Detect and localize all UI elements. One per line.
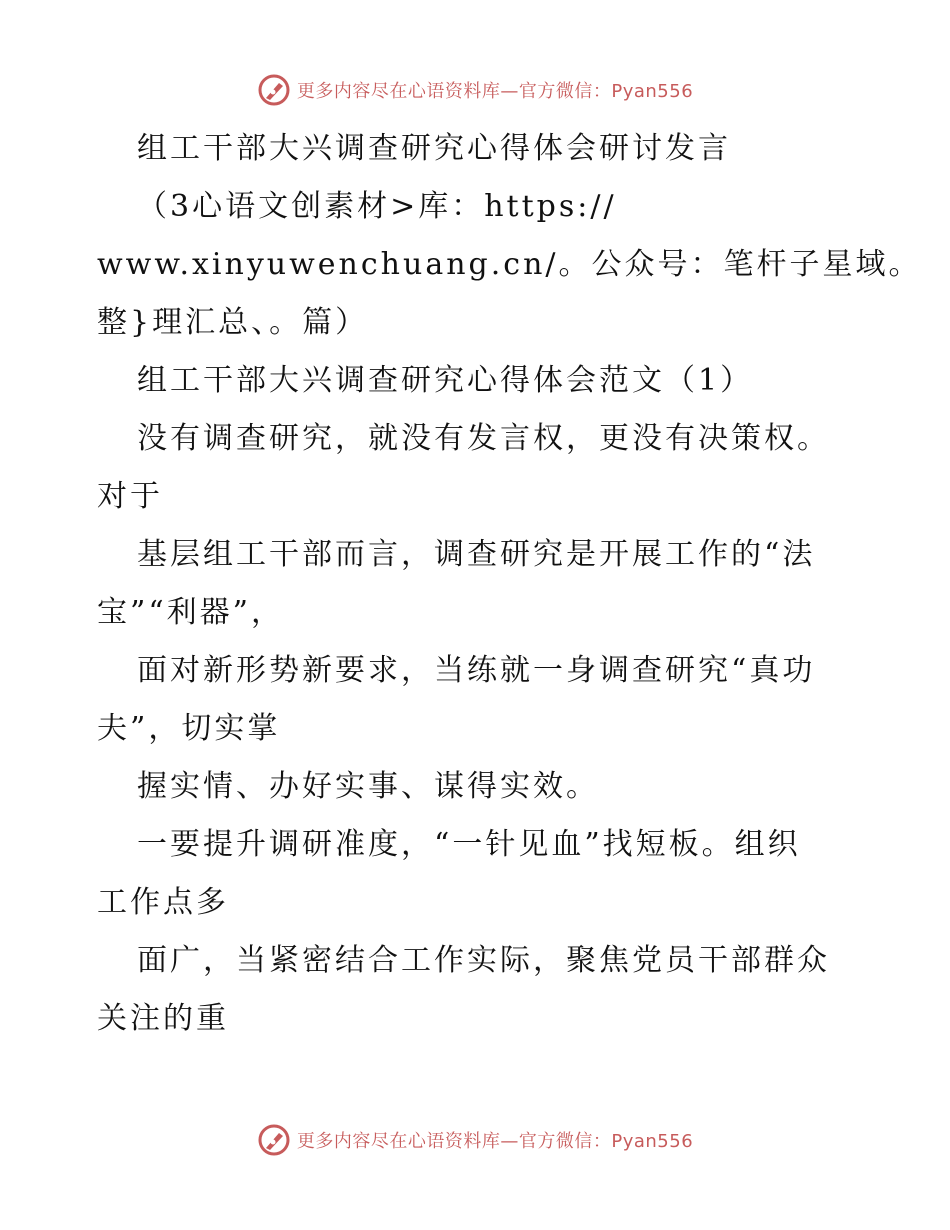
- text-line: 宝”“利器”，: [97, 595, 285, 630]
- text-line: （3心语文创素材>库：https://: [137, 189, 617, 224]
- text-line: 握实情、办好实事、谋得实效。: [137, 769, 599, 804]
- text-line: 基层组工干部而言，调查研究是开展工作的“法: [137, 537, 816, 572]
- text-line: 没有调查研究，就没有发言权，更没有决策权。: [137, 421, 830, 456]
- pen-logo-icon: [257, 1123, 291, 1157]
- text-line: 关注的重: [97, 1001, 229, 1036]
- footer-banner: [0, 1120, 950, 1160]
- text-line: 面广，当紧密结合工作实际，聚焦党员干部群众: [137, 943, 830, 978]
- text-line: 一要提升调研准度，“一针见血”找短板。组织: [137, 827, 801, 862]
- text-line: www.xinyuwenchuang.cn/。公众号：笔杆子星域。: [97, 247, 922, 282]
- text-line: 面对新形势新要求，当练就一身调查研究“真功: [137, 653, 816, 688]
- document-body: [97, 120, 922, 1048]
- doc-title: 组工干部大兴调查研究心得体会研讨发言: [137, 131, 731, 166]
- text-line: 整}理汇总、。篇）: [97, 305, 369, 340]
- text-line: 对于: [97, 479, 163, 514]
- banner-text: 更多内容尽在心语资料库—官方微信：Pyan556: [296, 81, 694, 102]
- banner-text: 更多内容尽在心语资料库—官方微信：Pyan556: [296, 1131, 694, 1152]
- section-heading: 组工干部大兴调查研究心得体会范文（1）: [137, 363, 754, 398]
- text-line: 工作点多: [97, 885, 229, 920]
- pen-logo-icon: [257, 73, 291, 107]
- header-banner: [0, 70, 950, 110]
- text-line: 夫”，切实掌: [97, 711, 281, 746]
